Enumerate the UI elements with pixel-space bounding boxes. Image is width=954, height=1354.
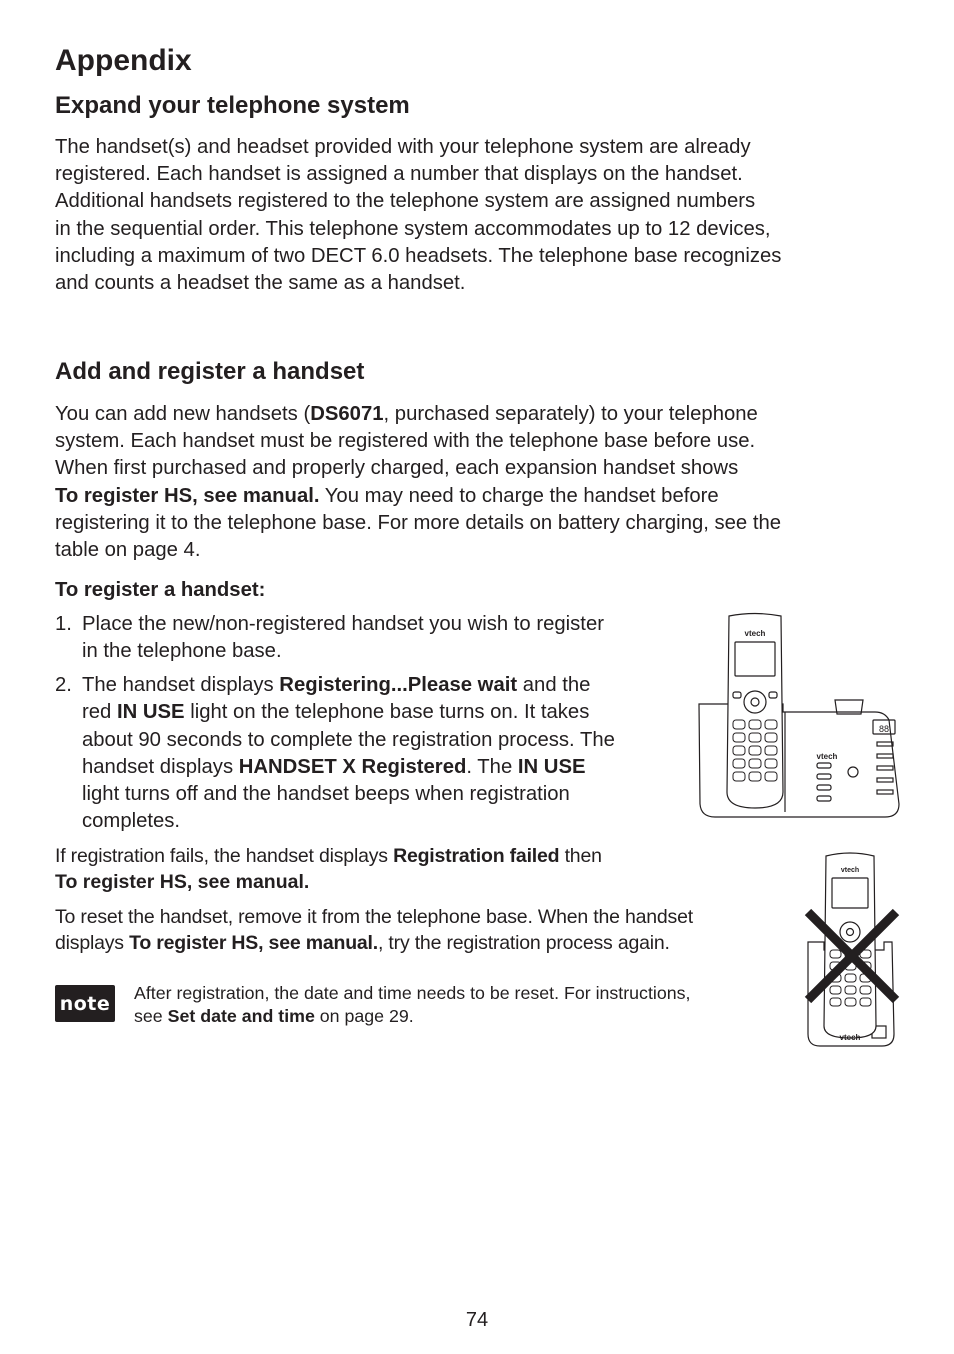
base-brand: vtech <box>816 752 838 761</box>
text-line: completes. <box>82 810 181 832</box>
text-line: Place the new/non-registered handset you wish to register <box>82 613 604 635</box>
text-line: When first purchased and properly charged, each expansion handset shows <box>55 457 739 479</box>
text-line: light turns off and the handset beeps when registration <box>82 783 570 805</box>
text-line: displays To register HS, see manual., try the registration process again. <box>55 932 670 954</box>
note-text <box>134 982 690 1028</box>
text-line: system. Each handset must be registered with the telephone base before use. <box>55 430 756 452</box>
text-line: including a maximum of two DECT 6.0 headsets. The telephone base recognizes <box>55 245 782 267</box>
text-line: To reset the handset, remove it from the telephone base. When the handset <box>55 906 693 928</box>
handset-in-base-illustration <box>695 612 905 822</box>
text-line: in the telephone base. <box>82 640 282 662</box>
text-line: To register HS, see manual. You may need to charge the handset before <box>55 485 719 507</box>
base-brand: vtech <box>839 1033 861 1042</box>
page-number: 74 <box>465 1309 489 1331</box>
text-line: Additional handsets registered to the telephone system are assigned numbers <box>55 190 756 212</box>
page-title: Appendix <box>55 44 192 77</box>
text-line: see Set date and time on page 29. <box>134 1006 414 1026</box>
subheading-register: To register a handset: <box>55 579 266 601</box>
handset-crossed-out-illustration <box>800 850 904 1050</box>
text-line: about 90 seconds to complete the registration process. The <box>82 729 615 751</box>
text-line: After registration, the date and time needs to be reset. For instructions, <box>134 983 691 1003</box>
text-line: in the sequential order. This telephone system accommodates up to 12 devices, <box>55 218 771 240</box>
text-line: table on page 4. <box>55 539 201 561</box>
text-line: The handset(s) and headset provided with your telephone system are already <box>55 136 751 158</box>
step-number: 2. <box>55 674 72 696</box>
section-heading-expand: Expand your telephone system <box>55 92 410 119</box>
handset-brand: vtech <box>840 867 860 874</box>
text-line: handset displays HANDSET X Registered. The IN USE <box>82 756 586 778</box>
handset-brand: vtech <box>744 629 766 638</box>
note-badge: note <box>55 985 115 1022</box>
step-number: 1. <box>55 613 72 635</box>
text-line: red IN USE light on the telephone base turns on. It takes <box>82 701 590 723</box>
text-line: You can add new handsets (DS6071, purchased separately) to your telephone <box>55 403 758 425</box>
text-line: and counts a headset the same as a handset. <box>55 272 466 294</box>
text-line: The handset displays Registering...Please wait and the <box>82 674 591 696</box>
text-line: To register HS, see manual. <box>55 871 310 893</box>
model-number: DS6071 <box>310 403 384 425</box>
text-line: registering it to the telephone base. For more details on battery charging, see the <box>55 512 782 534</box>
section-heading-add-register: Add and register a handset <box>55 358 365 385</box>
base-display-digits: 88 <box>878 724 890 734</box>
text-line: registered. Each handset is assigned a number that displays on the handset. <box>55 163 743 185</box>
text-line: If registration fails, the handset displays Registration failed then <box>55 845 602 867</box>
